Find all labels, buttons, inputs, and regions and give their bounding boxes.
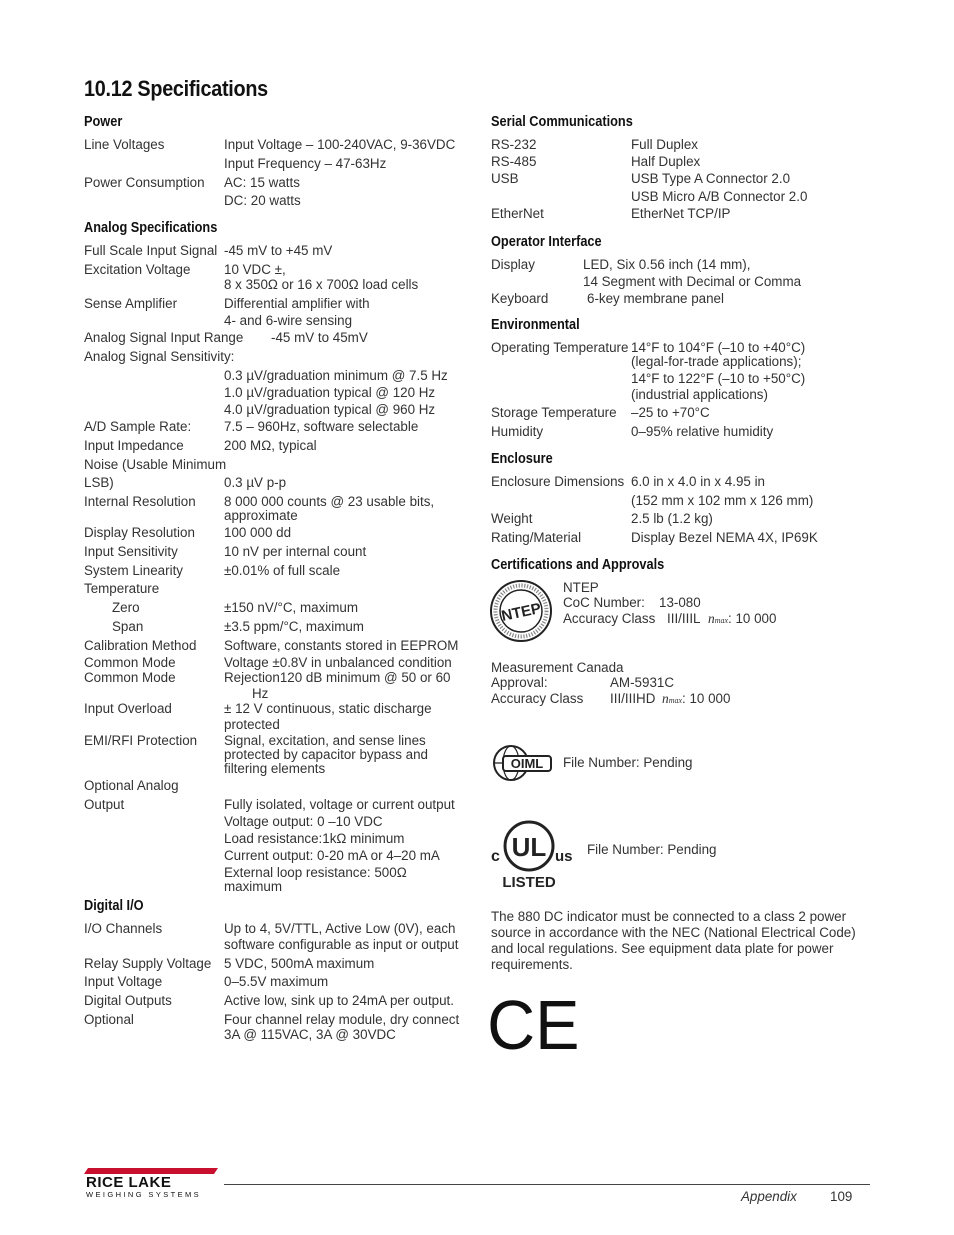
ntep-nmax bbox=[708, 611, 776, 629]
ul-logo-text: UL bbox=[511, 832, 547, 862]
spec-value: Display Bezel NEMA 4X, IP69K bbox=[631, 530, 818, 545]
spec-value: ± 12 V continuous, static discharge bbox=[224, 701, 432, 716]
serial-heading: Serial Communications bbox=[491, 114, 633, 130]
footer-section: Appendix bbox=[741, 1189, 797, 1204]
spec-value: 2.5 lb (1.2 kg) bbox=[631, 511, 713, 526]
spec-label: I/O Channels bbox=[84, 921, 163, 936]
spec-label: Full Scale Input Signal bbox=[84, 243, 218, 258]
spec-value: Half Duplex bbox=[631, 154, 701, 169]
oiml-logo bbox=[491, 743, 553, 783]
mc-title: Measurement Canada bbox=[491, 660, 624, 675]
spec-value: 0–5.5V maximum bbox=[224, 974, 329, 989]
oiml-logo-text: OIML bbox=[510, 756, 544, 771]
coc-value: 13-080 bbox=[659, 595, 701, 610]
spec-value: filtering elements bbox=[224, 761, 326, 776]
rice-lake-sub: WEIGHING SYSTEMS bbox=[86, 1190, 202, 1199]
spec-label: Input Impedance bbox=[84, 438, 184, 453]
spec-value: ±150 nV/°C, maximum bbox=[224, 600, 359, 615]
ul-file: File Number: Pending bbox=[587, 842, 717, 857]
max-subscript: max bbox=[714, 616, 729, 625]
spec-value: Rejection120 dB minimum @ 50 or 60 bbox=[224, 670, 451, 685]
spec-label: Input Voltage bbox=[84, 974, 163, 989]
spec-value: Hz bbox=[252, 686, 269, 701]
spec-label: Sense Amplifier bbox=[84, 296, 178, 311]
spec-label: Input Sensitivity bbox=[84, 544, 178, 559]
spec-value: AC: 15 watts bbox=[224, 175, 300, 190]
spec-value: 0.3 µV/graduation minimum @ 7.5 Hz bbox=[224, 368, 448, 383]
max-subscript: max bbox=[668, 696, 683, 705]
spec-value: –25 to +70°C bbox=[631, 405, 710, 420]
spec-label: Common Mode bbox=[84, 670, 176, 685]
spec-value: 3A @ 115VAC, 3A @ 30VDC bbox=[224, 1027, 396, 1042]
spec-label: RS-485 bbox=[491, 154, 537, 169]
spec-value: 14°F to 122°F (–10 to +50°C) bbox=[631, 371, 806, 386]
spec-label: Weight bbox=[491, 511, 533, 526]
rice-lake-logo bbox=[84, 1166, 220, 1200]
spec-label: Calibration Method bbox=[84, 638, 197, 653]
spec-value: maximum bbox=[224, 879, 283, 894]
spec-label: System Linearity bbox=[84, 563, 183, 578]
ntep-title: NTEP bbox=[563, 580, 599, 595]
spec-value: Software, constants stored in EEPROM bbox=[224, 638, 459, 653]
spec-value: Four channel relay module, dry connect bbox=[224, 1012, 460, 1027]
spec-value: software configurable as input or output bbox=[224, 937, 459, 952]
ce-logo-text: CE bbox=[487, 986, 580, 1065]
ntep-logo-text: NTEP bbox=[499, 599, 543, 625]
environmental-heading: Environmental bbox=[491, 317, 580, 333]
spec-value: 10 nV per internal count bbox=[224, 544, 367, 559]
spec-label: Excitation Voltage bbox=[84, 262, 191, 277]
spec-value: LED, Six 0.56 inch (14 mm), bbox=[583, 257, 751, 272]
spec-label: Optional Analog bbox=[84, 778, 179, 793]
spec-label: Humidity bbox=[491, 424, 544, 439]
spec-value: protected bbox=[224, 717, 280, 732]
spec-label: Storage Temperature bbox=[491, 405, 617, 420]
spec-value: External loop resistance: 500Ω bbox=[224, 865, 407, 880]
spec-label: EMI/RFI Protection bbox=[84, 733, 198, 748]
spec-label: Span bbox=[112, 619, 144, 634]
spec-value: 4- and 6-wire sensing bbox=[224, 313, 353, 328]
spec-label: Power Consumption bbox=[84, 175, 205, 190]
spec-value: USB Type A Connector 2.0 bbox=[631, 171, 791, 186]
spec-value: 5 VDC, 500mA maximum bbox=[224, 956, 375, 971]
spec-label: Common Mode bbox=[84, 655, 176, 670]
spec-value: Differential amplifier with bbox=[224, 296, 370, 311]
spec-value: Full Duplex bbox=[631, 137, 698, 152]
mc-nmax bbox=[662, 691, 730, 709]
spec-value: approximate bbox=[224, 508, 298, 523]
spec-label: EtherNet bbox=[491, 206, 544, 221]
spec-value: (legal-for-trade applications); bbox=[631, 354, 802, 369]
coc-label: CoC Number: bbox=[563, 595, 645, 610]
spec-value: 6-key membrane panel bbox=[587, 291, 724, 306]
spec-value: ±3.5 ppm/°C, maximum bbox=[224, 619, 364, 634]
spec-label: Line Voltages bbox=[84, 137, 165, 152]
spec-value: USB Micro A/B Connector 2.0 bbox=[631, 189, 808, 204]
spec-label: Analog Signal Input Range bbox=[84, 330, 244, 345]
power-note: The 880 DC indicator must be connected to a class 2 power source in accordance with the NEC (National Electrical Code) and local regulations. See equipment data plate for power requirements. bbox=[491, 909, 856, 972]
spec-label: Rating/Material bbox=[491, 530, 582, 545]
ntep-logo bbox=[489, 579, 553, 643]
spec-label: Optional bbox=[84, 1012, 134, 1027]
spec-value: 6.0 in x 4.0 in x 4.95 in bbox=[631, 474, 765, 489]
mc-approval-value: AM-5931C bbox=[610, 675, 675, 690]
spec-value: Input Voltage – 100-240VAC, 9-36VDC bbox=[224, 137, 456, 152]
spec-label: Operating Temperature bbox=[491, 340, 629, 355]
ntep-class-label: Accuracy Class bbox=[563, 611, 656, 626]
spec-value: 14 Segment with Decimal or Comma bbox=[583, 274, 802, 289]
spec-value: Input Frequency – 47-63Hz bbox=[224, 156, 387, 171]
page-title: 10.12 Specifications bbox=[84, 76, 268, 101]
spec-label: RS-232 bbox=[491, 137, 537, 152]
spec-label: Display bbox=[491, 257, 535, 272]
spec-value: Current output: 0-20 mA or 4–20 mA bbox=[224, 848, 440, 863]
rice-lake-brand: RICE LAKE bbox=[86, 1174, 172, 1191]
spec-label: Digital Outputs bbox=[84, 993, 172, 1008]
n-symbol: n bbox=[662, 691, 669, 706]
ce-logo bbox=[487, 986, 580, 1065]
oiml-file: File Number: Pending bbox=[563, 755, 693, 770]
spec-value: 10 VDC ±, bbox=[224, 262, 286, 277]
spec-label: Relay Supply Voltage bbox=[84, 956, 212, 971]
operator-heading: Operator Interface bbox=[491, 234, 602, 250]
ul-c-text: c bbox=[491, 848, 500, 865]
spec-value: 8 x 350Ω or 16 x 700Ω load cells bbox=[224, 277, 419, 292]
spec-label: A/D Sample Rate: bbox=[84, 419, 192, 434]
footer-page-number: 109 bbox=[830, 1189, 853, 1204]
spec-label: Display Resolution bbox=[84, 525, 195, 540]
digital-heading: Digital I/O bbox=[84, 898, 144, 914]
ul-logo bbox=[489, 818, 579, 892]
spec-value: ±0.01% of full scale bbox=[224, 563, 341, 578]
mc-nmax-value: : 10 000 bbox=[682, 691, 731, 706]
spec-label: USB bbox=[491, 171, 519, 186]
ul-listed-text: LISTED bbox=[502, 874, 556, 891]
spec-label: Zero bbox=[112, 600, 140, 615]
spec-value: 1.0 µV/graduation typical @ 120 Hz bbox=[224, 385, 436, 400]
ntep-class-value: III/IIIL bbox=[667, 611, 701, 626]
spec-value: Voltage ±0.8V in unbalanced condition bbox=[224, 655, 452, 670]
ntep-nmax-value: : 10 000 bbox=[728, 611, 777, 626]
spec-label: Keyboard bbox=[491, 291, 549, 306]
n-symbol: n bbox=[708, 611, 715, 626]
spec-label: Internal Resolution bbox=[84, 494, 196, 509]
spec-value: Fully isolated, voltage or current output bbox=[224, 797, 455, 812]
mc-class-label: Accuracy Class bbox=[491, 691, 584, 706]
spec-value: protected by capacitor bypass and bbox=[224, 747, 428, 762]
spec-label: Analog Signal Sensitivity: bbox=[84, 349, 235, 364]
mc-class-value: III/IIIHD bbox=[610, 691, 656, 706]
enclosure-heading: Enclosure bbox=[491, 451, 553, 467]
spec-value: -45 mV to 45mV bbox=[271, 330, 368, 345]
spec-value: Load resistance:1kΩ minimum bbox=[224, 831, 405, 846]
spec-label: Enclosure Dimensions bbox=[491, 474, 625, 489]
certs-heading: Certifications and Approvals bbox=[491, 557, 665, 573]
spec-value: 100 000 dd bbox=[224, 525, 292, 540]
spec-value: -45 mV to +45 mV bbox=[224, 243, 333, 258]
analog-heading: Analog Specifications bbox=[84, 220, 218, 236]
spec-value: Active low, sink up to 24mA per output. bbox=[224, 993, 455, 1008]
ul-us-text: us bbox=[555, 848, 573, 865]
spec-value: 200 MΩ, typical bbox=[224, 438, 317, 453]
spec-value: DC: 20 watts bbox=[224, 193, 301, 208]
spec-value: Signal, excitation, and sense lines bbox=[224, 733, 426, 748]
spec-value: EtherNet TCP/IP bbox=[631, 206, 731, 221]
spec-value: (152 mm x 102 mm x 126 mm) bbox=[631, 493, 814, 508]
spec-value: 7.5 – 960Hz, software selectable bbox=[224, 419, 419, 434]
spec-value: 0–95% relative humidity bbox=[631, 424, 774, 439]
spec-value: 4.0 µV/graduation typical @ 960 Hz bbox=[224, 402, 436, 417]
spec-value: 8 000 000 counts @ 23 usable bits, bbox=[224, 494, 435, 509]
spec-value: (industrial applications) bbox=[631, 387, 768, 402]
spec-value: Voltage output: 0 –10 VDC bbox=[224, 814, 383, 829]
spec-label: Input Overload bbox=[84, 701, 172, 716]
spec-label: LSB) bbox=[84, 475, 114, 490]
mc-approval-label: Approval: bbox=[491, 675, 548, 690]
spec-label: Output bbox=[84, 797, 125, 812]
spec-label: Temperature bbox=[84, 581, 160, 596]
spec-label: Noise (Usable Minimum bbox=[84, 457, 227, 472]
power-heading: Power bbox=[84, 114, 123, 130]
spec-value: 14°F to 104°F (–10 to +40°C) bbox=[631, 340, 806, 355]
spec-value: 0.3 µV p-p bbox=[224, 475, 287, 490]
spec-value: Up to 4, 5V/TTL, Active Low (0V), each bbox=[224, 921, 456, 936]
footer-rule bbox=[224, 1184, 870, 1185]
